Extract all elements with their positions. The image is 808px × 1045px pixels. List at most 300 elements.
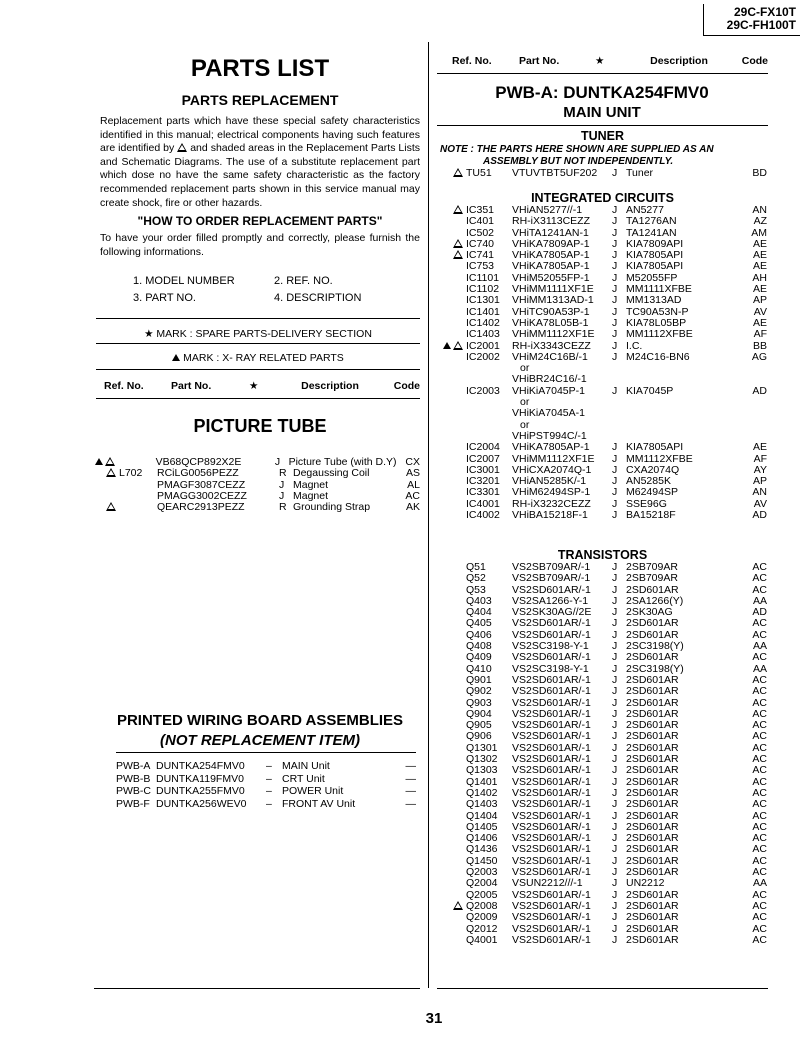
part-desc: [634, 397, 743, 408]
part-ref: [463, 408, 512, 419]
part-code: AK: [405, 501, 420, 514]
part-code: AC: [752, 922, 767, 935]
mark-cell: [437, 686, 463, 697]
part-part: VS2SB709AR/-1: [512, 561, 591, 573]
part-ref: IC2007: [466, 452, 500, 465]
main-unit-title: MAIN UNIT: [563, 104, 641, 121]
part-part: VHiKiA7045A-1: [512, 407, 585, 420]
pwb-assemblies-title: PRINTED WIRING BOARD ASSEMBLIES: [116, 712, 404, 729]
mark-cell: [90, 457, 115, 468]
mark-cell: [437, 743, 463, 754]
part-part: PMAGF3087CEZZ: [157, 478, 246, 491]
pwb-code: —: [405, 772, 416, 785]
part-desc: BA15218F: [626, 509, 676, 522]
part-code: AZ: [753, 215, 767, 228]
part-code: AC: [752, 764, 767, 777]
part-part: VS2SD601AR/-1: [512, 685, 591, 698]
part-code: AG: [751, 350, 767, 363]
mark-cell: [437, 890, 463, 901]
part-part c-or: or: [520, 362, 530, 375]
mark-cell: [437, 341, 463, 352]
part-part: VHiMM1112XF1E: [512, 328, 595, 341]
part-code: AC: [752, 651, 767, 664]
part-ref: Q53: [466, 583, 486, 596]
mark-cell: [437, 901, 463, 912]
part-part: VS2SD601AR/-1: [512, 899, 591, 912]
part-ref: Q903: [466, 696, 492, 709]
part-part: VHiM24C16B/-1: [512, 350, 588, 363]
part-desc: 2SD601AR: [626, 628, 679, 641]
part-code: AP: [752, 294, 767, 307]
part-j: J: [279, 478, 285, 491]
mark-cell: [437, 811, 463, 822]
part-desc: 2SD601AR: [626, 651, 679, 664]
table-row: [437, 352, 767, 363]
part-j: J: [612, 662, 618, 675]
part-j: J: [612, 888, 618, 901]
right-column-header: [452, 55, 768, 67]
mark-cell: [90, 491, 116, 502]
part-desc: MM1112XFBE: [626, 328, 693, 341]
mark-cell: [437, 562, 463, 573]
part-code: AC: [752, 673, 767, 686]
part-ref: Q1402: [466, 786, 498, 799]
part-code: [743, 397, 767, 408]
part-code: AC: [752, 685, 767, 698]
part-desc: TC90A53N-P: [626, 305, 689, 318]
mark-cell: [437, 420, 463, 431]
part-part: RCiLG0056PEZZ: [157, 467, 239, 480]
part-part: VHiKA7809AP-1: [512, 237, 590, 250]
part-part: VHiAN5285K/-1: [512, 475, 587, 488]
part-part: VS2SD601AR/-1: [512, 832, 591, 845]
table-row: [437, 216, 767, 227]
mark-cell: [437, 652, 463, 663]
part-code: AE: [752, 283, 767, 296]
safety-warning-icon: [453, 205, 463, 214]
part-part: VHiAN5277//-1: [512, 204, 583, 216]
part-part: VS2SD601AR/-1: [512, 809, 591, 822]
part-desc: MM1112XFBE: [626, 452, 693, 465]
part-part: QEARC2913PEZZ: [157, 501, 245, 514]
part-desc: KIA7045P: [626, 384, 674, 397]
part-ref: Q1450: [466, 854, 498, 867]
part-desc: I.C.: [626, 339, 643, 352]
header-part: Part No.: [171, 380, 212, 392]
part-code: AE: [752, 316, 767, 329]
part-desc: Magnet: [293, 489, 329, 502]
part-j: J: [612, 922, 618, 935]
part-code: AP: [752, 475, 767, 488]
part-part: VS2SD601AR/-1: [512, 719, 591, 732]
part-j: J: [612, 899, 618, 912]
part-code: AC: [752, 933, 767, 946]
part-desc: 2SD601AR: [626, 854, 679, 867]
table-row: [437, 799, 767, 810]
part-desc: M24C16-BN6: [626, 350, 690, 363]
mark-cell: [437, 352, 463, 363]
mark-cell: [90, 480, 116, 491]
part-code: AC: [752, 561, 767, 573]
part-j: J: [612, 640, 618, 653]
part-j: J: [612, 786, 618, 799]
part-ref: IC1101: [466, 271, 500, 284]
part-part: VHiMM1111XF1E: [512, 283, 594, 296]
table-row: [437, 562, 767, 573]
part-ref: Q52: [466, 572, 486, 585]
mark-cell: [437, 924, 463, 935]
part-part: VS2SD601AR/-1: [512, 798, 591, 811]
table-row: [437, 573, 767, 584]
tuner-note: [440, 144, 740, 167]
part-j: J: [612, 463, 618, 476]
mark-cell: [90, 468, 116, 479]
part-ref: IC4002: [466, 509, 500, 522]
part-ref: IC4001: [466, 497, 500, 510]
part-code: AF: [753, 328, 767, 341]
mark-cell: [437, 408, 463, 419]
part-part: VHiKA78L05B-1: [512, 316, 589, 329]
table-row: [90, 502, 420, 513]
divider: [437, 125, 768, 126]
table-row: [437, 168, 767, 179]
part-desc: 2SD601AR: [626, 753, 679, 766]
xray-triangle-icon: [95, 458, 103, 465]
part-j: J: [612, 260, 618, 273]
part-ref: [116, 502, 157, 513]
part-desc: 2SB709AR: [626, 561, 678, 573]
part-code: AC: [752, 899, 767, 912]
part-part: VB68QCP892X2E: [155, 456, 242, 468]
tuner-list: [437, 168, 767, 179]
part-desc: 2SD601AR: [626, 673, 679, 686]
part-code: AD: [752, 384, 767, 397]
order-item: 2. REF. NO.: [274, 275, 333, 287]
part-code: AC: [752, 696, 767, 709]
part-part: VS2SD601AR/-1: [512, 753, 591, 766]
table-row: [437, 408, 767, 419]
part-desc: Magnet: [293, 478, 329, 491]
part-desc: 2SD601AR: [626, 922, 679, 935]
part-j: J: [612, 204, 618, 216]
safety-paragraph: [100, 115, 420, 210]
table-row: [437, 363, 767, 374]
pwb-dash: –: [266, 760, 272, 772]
part-ref: Q1436: [466, 843, 498, 856]
part-j: J: [612, 167, 618, 179]
part-part: VS2SD601AR/-1: [512, 673, 591, 686]
part-code: [743, 420, 767, 431]
safety-warning-icon: [177, 143, 187, 152]
part-ref: Q2003: [466, 866, 498, 879]
pwb-list: [116, 760, 416, 810]
mark-cell: [437, 844, 463, 855]
table-row: [437, 329, 767, 340]
mark-cell: [437, 168, 463, 179]
part-part: VS2SA1266-Y-1: [512, 594, 589, 607]
part-desc: KIA7805API: [626, 441, 684, 454]
part-code: AD: [752, 509, 767, 522]
part-j: J: [612, 933, 618, 946]
part-part: VHiMM1313AD-1: [512, 294, 594, 307]
part-code: AS: [405, 467, 420, 480]
order-info-list: [133, 273, 361, 307]
column-divider: [428, 42, 429, 988]
part-code: AH: [752, 271, 767, 284]
part-ref: [463, 397, 512, 408]
part-ref: Q904: [466, 707, 492, 720]
part-desc: KIA7809API: [626, 237, 684, 250]
table-row: [437, 652, 767, 663]
part-ref: Q1405: [466, 820, 498, 833]
xray-triangle-icon: [443, 342, 451, 349]
spare-parts-mark-text: MARK : SPARE PARTS-DELIVERY SECTION: [156, 328, 372, 340]
header-code: Code: [741, 55, 768, 67]
part-part: VSUN2212///-1: [512, 877, 583, 890]
star-icon: ★: [144, 328, 154, 340]
part-desc: 2SD601AR: [626, 786, 679, 799]
part-ref: Q410: [466, 662, 492, 675]
mark-cell: [437, 788, 463, 799]
pwb-part: DUNTKA254FMV0: [156, 760, 245, 772]
part-j: J: [612, 475, 618, 488]
mark-cell: [437, 878, 463, 889]
pwb-ref: PWB-A: [116, 760, 151, 772]
part-part: VHiCXA2074Q-1: [512, 463, 592, 476]
note-line-2: ASSEMBLY BUT NOT INDEPENDENTLY.: [483, 155, 674, 167]
part-ref: Q2005: [466, 888, 498, 901]
part-code: BD: [752, 167, 767, 179]
part-code: AN: [752, 204, 767, 216]
part-code: AC: [752, 832, 767, 845]
ic-list: [437, 205, 767, 521]
part-desc: Grounding Strap: [293, 501, 371, 514]
pwb-code: —: [405, 785, 416, 797]
part-part: VS2SD601AR/-1: [512, 933, 591, 946]
pwb-desc: FRONT AV Unit: [282, 797, 356, 810]
table-row: [90, 480, 420, 491]
part-part c-or: or: [520, 396, 530, 409]
how-to-order-title: "HOW TO ORDER REPLACEMENT PARTS": [137, 214, 383, 228]
left-column-header: [104, 380, 420, 392]
mark-cell: [437, 239, 463, 250]
part-desc: 2SD601AR: [626, 741, 679, 754]
part-code: AL: [407, 478, 420, 491]
part-j: J: [612, 696, 618, 709]
divider: [437, 988, 768, 989]
part-ref: Q2012: [466, 922, 498, 935]
pwb-dash: –: [266, 797, 272, 810]
part-part: VS2SD601AR/-1: [512, 617, 591, 630]
header-description: Description: [650, 55, 708, 67]
part-j: J: [612, 764, 618, 777]
part-desc: 2SD601AR: [626, 820, 679, 833]
part-part: VS2SC3198-Y-1: [512, 662, 589, 675]
part-j: J: [612, 730, 618, 743]
mark-cell: [437, 431, 463, 442]
mark-cell: [437, 709, 463, 720]
part-ref: Q1303: [466, 764, 498, 777]
part-code: AC: [752, 617, 767, 630]
divider: [94, 988, 420, 989]
mark-cell: [437, 585, 463, 596]
mark-cell: [437, 307, 463, 318]
part-j: R: [279, 501, 287, 514]
part-code: AE: [752, 441, 767, 454]
safety-warning-icon: [106, 502, 116, 511]
mark-cell: [437, 295, 463, 306]
part-desc: 2SD601AR: [626, 832, 679, 845]
part-j: J: [612, 305, 618, 318]
transistor-list: [437, 562, 767, 946]
mark-cell: [437, 442, 463, 453]
page-title: PARTS LIST: [190, 55, 330, 82]
part-ref: Q409: [466, 651, 492, 664]
part-code: AF: [753, 452, 767, 465]
pwb-desc: MAIN Unit: [282, 760, 330, 772]
part-j: J: [612, 572, 618, 585]
part-desc: 2SD601AR: [626, 866, 679, 879]
xray-mark-note: [96, 352, 420, 364]
part-desc: 2SD601AR: [626, 911, 679, 924]
part-code: AC: [752, 572, 767, 585]
pwb-dash: –: [266, 772, 272, 785]
part-part: RH-iX3113CEZZ: [512, 215, 590, 228]
part-ref: IC3301: [466, 486, 500, 499]
part-ref: Q2009: [466, 911, 498, 924]
part-desc: 2SD601AR: [626, 764, 679, 777]
part-desc: 2SD601AR: [626, 933, 679, 946]
divider: [96, 343, 420, 344]
mark-cell: [437, 912, 463, 923]
safety-warning-icon: [453, 901, 463, 910]
mark-cell: [437, 822, 463, 833]
part-code: [743, 408, 767, 419]
table-row: [437, 386, 767, 397]
part-j: J: [612, 719, 618, 732]
part-code: AE: [752, 249, 767, 262]
part-j: J: [612, 606, 618, 619]
part-part: VHiBA15218F-1: [512, 509, 588, 522]
part-desc: 2SC3198(Y): [626, 640, 684, 653]
mark-cell: [437, 261, 463, 272]
mark-cell: [437, 318, 463, 329]
mark-cell: [437, 833, 463, 844]
part-desc: Picture Tube (with D.Y): [288, 456, 397, 468]
part-ref: IC2004: [466, 441, 500, 454]
mark-cell: [437, 363, 463, 374]
part-j: J: [612, 350, 618, 363]
part-part: VTUVTBT5UF202: [512, 167, 598, 179]
part-desc: [626, 408, 743, 419]
xray-triangle-icon: [172, 354, 180, 361]
part-part: VHiBR24C16/-1: [512, 373, 587, 386]
pwb-code: —: [405, 760, 416, 772]
mark-cell: [437, 386, 463, 397]
divider: [96, 369, 420, 370]
part-ref: IC741: [466, 249, 495, 262]
part-j: J: [612, 707, 618, 720]
mark-cell: [437, 935, 463, 946]
part-ref: Q1404: [466, 809, 498, 822]
part-code: AC: [752, 719, 767, 732]
table-row: [90, 468, 420, 479]
safety-warning-icon: [105, 457, 115, 466]
part-ref: IC1401: [466, 305, 500, 318]
part-code: AC: [752, 798, 767, 811]
part-desc: 2SD601AR: [626, 775, 679, 788]
part-j: J: [612, 820, 618, 833]
part-j: J: [612, 877, 618, 890]
mark-cell: [437, 397, 463, 408]
part-desc: 2SD601AR: [626, 798, 679, 811]
part-ref: [463, 420, 512, 431]
part-ref: IC2002: [466, 350, 500, 363]
part-code: AC: [405, 489, 420, 502]
part-ref: Q1302: [466, 753, 498, 766]
part-part: VS2SD601AR/-1: [512, 888, 591, 901]
mark-cell: [437, 720, 463, 731]
safety-warning-icon: [453, 239, 463, 248]
mark-cell: [437, 754, 463, 765]
part-part: VHiM62494SP-1: [512, 486, 591, 499]
part-ref: Q405: [466, 617, 492, 630]
mark-cell: [437, 607, 463, 618]
part-j: J: [612, 866, 618, 879]
part-j: J: [612, 294, 618, 307]
mark-cell: [437, 228, 463, 239]
part-ref: Q1401: [466, 775, 498, 788]
ic-section-title: INTEGRATED CIRCUITS: [531, 191, 674, 205]
mark-cell: [437, 664, 463, 675]
part-ref: Q404: [466, 606, 492, 619]
part-ref: Q906: [466, 730, 492, 743]
xray-mark-text: MARK : X- RAY RELATED PARTS: [183, 352, 344, 364]
part-code: AC: [752, 753, 767, 766]
part-code: AC: [752, 730, 767, 743]
safety-warning-icon: [453, 250, 463, 259]
part-ref: IC3001: [466, 463, 500, 476]
part-desc: 2SD601AR: [626, 583, 679, 596]
picture-tube-title: PICTURE TUBE: [193, 416, 327, 436]
part-ref: Q406: [466, 628, 492, 641]
part-ref: [116, 491, 157, 502]
part-part: VHiKiA7045P-1: [512, 384, 585, 397]
safety-warning-icon: [453, 341, 463, 350]
part-part: VHiM52055FP-1: [512, 271, 590, 284]
part-desc: AN5285K: [626, 475, 671, 488]
part-part: VHiKA7805AP-1: [512, 260, 590, 273]
spare-parts-mark-note: [96, 328, 420, 340]
part-code: AC: [752, 809, 767, 822]
part-code: AN: [752, 486, 767, 499]
part-ref: Q1406: [466, 832, 498, 845]
part-desc: 2SD601AR: [626, 696, 679, 709]
part-desc: KIA78L05BP: [626, 316, 687, 329]
mark-cell: [437, 465, 463, 476]
part-desc: 2SC3198(Y): [626, 662, 684, 675]
part-j: J: [274, 456, 281, 468]
part-desc: 2SD601AR: [626, 685, 679, 698]
part-j: J: [612, 753, 618, 766]
part-ref: IC502: [466, 226, 495, 239]
part-j: J: [612, 226, 618, 239]
part-j: J: [612, 617, 618, 630]
pwb-part: DUNTKA256WEV0: [156, 797, 247, 810]
header-star: ★: [249, 380, 259, 392]
part-j: J: [612, 249, 618, 262]
table-row: [116, 760, 416, 773]
